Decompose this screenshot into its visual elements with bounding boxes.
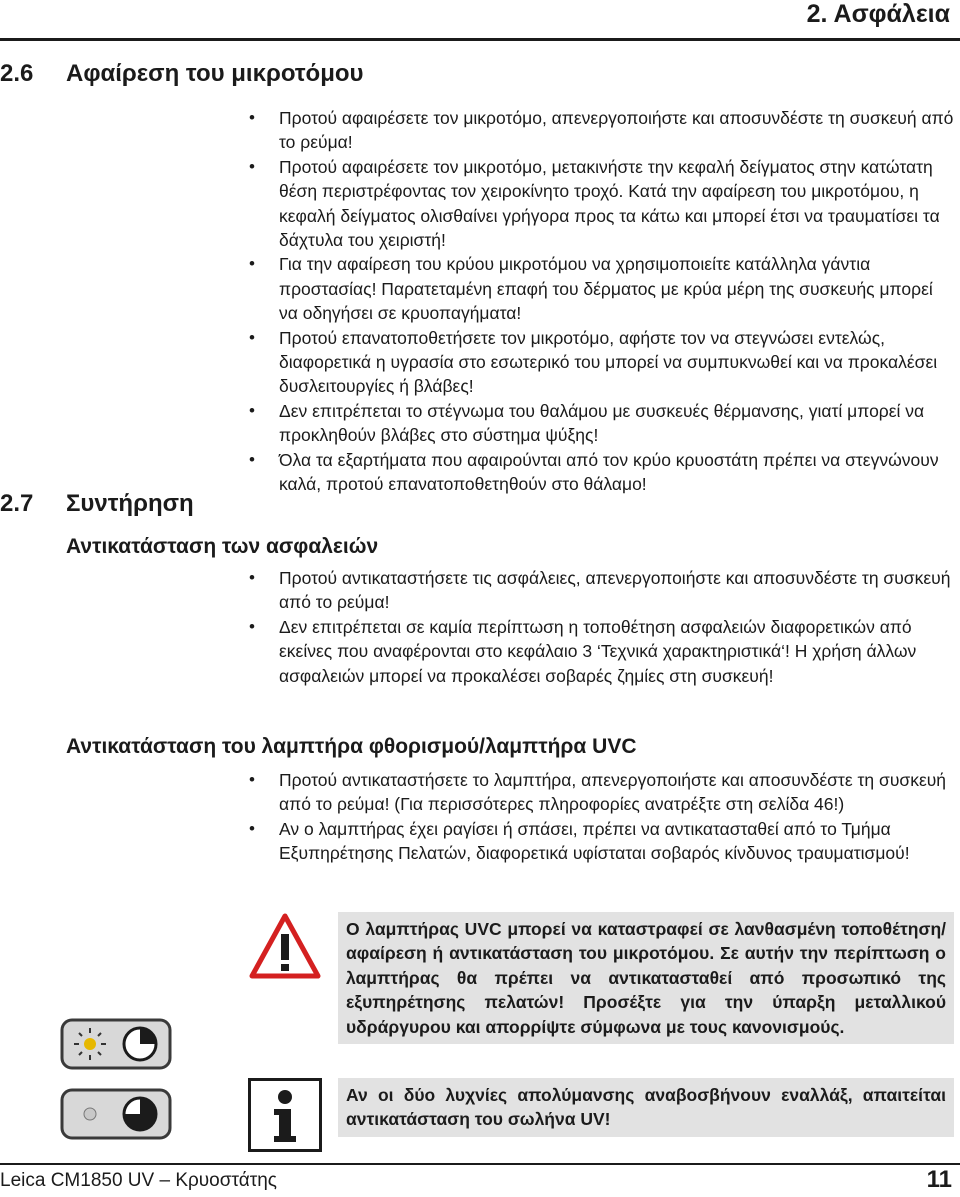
fuses-list	[279, 566, 955, 688]
list-item: • Προτού αντικαταστήσετε τις ασφάλειες, απενεργοποιήστε και αποσυνδέστε τη συσκευή από το ρεύμα!	[279, 566, 955, 615]
section-title-2-6: Αφαίρεση του μικροτόμου	[66, 60, 364, 87]
lamp-list	[279, 768, 955, 866]
uvc-lamp-warning-box: Ο λαμπτήρας UVC μπορεί να καταστραφεί σε λανθασμένη τοποθέτηση/αφαίρεση ή αντικατάσταση του μικροτόμου. Σε αυτήν την περίπτωση ο λαμπτήρας θα πρέπει να αντικατασταθεί από προσωπικό της εξυπηρέτησης πελατών! Προσέξτε για την ύπαρξη μεταλλικού υδράργυρου και απορρίψτε σύμφωνα με τους κανονισμούς.	[338, 912, 954, 1044]
info-icon	[248, 1078, 322, 1152]
list-item: • Προτού αφαιρέσετε τον μικροτόμο, απενεργοποιήστε και αποσυνδέστε τη συσκευή από το ρεύμα!	[279, 106, 955, 155]
section-number-2-6: 2.6	[0, 60, 34, 87]
warning-triangle-icon	[248, 912, 322, 980]
section-number-2-7: 2.7	[0, 490, 34, 517]
lamp-subheading: Αντικατάσταση του λαμπτήρα φθορισμού/λαμπτήρα UVC	[66, 735, 637, 758]
list-item: • Προτού αφαιρέσετε τον μικροτόμο, μετακινήστε την κεφαλή δείγματος στην κατώτατη θέση περιστρέφοντας τον χειροκίνητο τροχό. Κατά την αφαίρεση του μικροτόμου, η κεφαλή δείγματος ολισθαίνει γρήγορα προς τα κάτω και μπορεί έτσι να τραυματίσει τα δάχτυλα του χειριστή!	[279, 155, 955, 253]
page-number: 11	[926, 1166, 952, 1193]
list-item: • Όλα τα εξαρτήματα που αφαιρούνται από τον κρύο κρυοστάτη πρέπει να στεγνώνουν καλά, προτού επανατοποθετηθούν στο θάλαμο!	[279, 448, 955, 497]
uv-lamp-blinking-icon	[60, 1018, 172, 1070]
footer-rule	[0, 1163, 960, 1165]
uv-tube-info-box: Αν οι δύο λυχνίες απολύμανσης αναβοσβήνουν εναλλάξ, απαιτείται αντικατάσταση του σωλήνα UV!	[338, 1078, 954, 1137]
list-item: • Προτού αντικαταστήσετε το λαμπτήρα, απενεργοποιήστε και αποσυνδέστε τη συσκευή από το ρεύμα! (Για περισσότερες πληροφορίες ανατρέξτε στη σελίδα 46!)	[279, 768, 955, 817]
header-rule	[0, 38, 960, 41]
uv-lamp-off-icon	[60, 1088, 172, 1140]
list-item: • Αν ο λαμπτήρας έχει ραγίσει ή σπάσει, πρέπει να αντικατασταθεί από το Τμήμα Εξυπηρέτησης Πελατών, διαφορετικά υφίσταται σοβαρός κίνδυνος τραυματισμού!	[279, 817, 955, 866]
chapter-title: 2. Ασφάλεια	[806, 0, 950, 28]
list-item: • Δεν επιτρέπεται το στέγνωμα του θαλάμου με συσκευές θέρμανσης, γιατί μπορεί να προκληθούν βλάβες στο σύστημα ψύξης!	[279, 399, 955, 448]
microtome-removal-list	[279, 106, 955, 497]
fuses-subheading: Αντικατάσταση των ασφαλειών	[66, 535, 379, 558]
list-item: • Δεν επιτρέπεται σε καμία περίπτωση η τοποθέτηση ασφαλειών διαφορετικών από εκείνες που αναφέρονται στο κεφάλαιο 3 ‘Τεχνικά χαρακτηριστικά‘! Η χρήση άλλων ασφαλειών μπορεί να προκαλέσει σοβαρές ζημίες στη συσκευή!	[279, 615, 955, 688]
list-item: • Προτού επανατοποθετήσετε τον μικροτόμο, αφήστε τον να στεγνώσει εντελώς, διαφορετικά η υγρασία στο εσωτερικό του μπορεί να συμπυκνωθεί και να προκαλέσει δυσλειτουργίες ή βλάβες!	[279, 326, 955, 399]
footer-product: Leica CM1850 UV – Κρυοστάτης	[0, 1170, 277, 1191]
list-item: • Για την αφαίρεση του κρύου μικροτόμου να χρησιμοποιείτε κατάλληλα γάντια προστασίας! Παρατεταμένη επαφή του δέρματος με κρύα μέρη της συσκευής μπορεί να οδηγήσει σε κρυοπαγήματα!	[279, 252, 955, 325]
section-title-2-7: Συντήρηση	[66, 490, 194, 517]
